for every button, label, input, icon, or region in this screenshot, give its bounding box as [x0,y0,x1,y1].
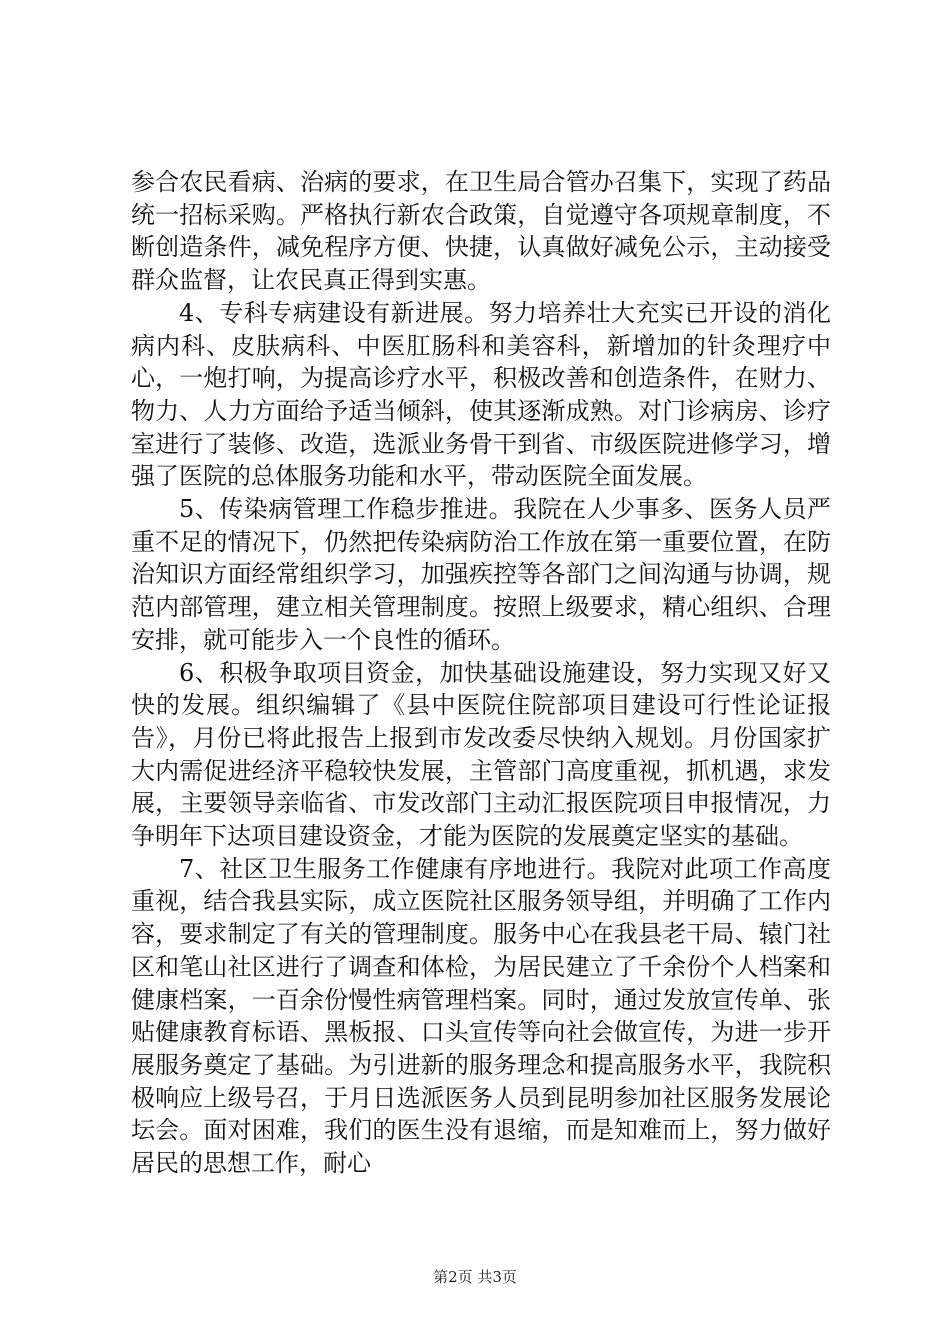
paragraph-3: 5、传染病管理工作稳步推进。我院在人少事多、医务人员严重不足的情况下，仍然把传染病防治工作放在第一重要位置，在防治知识方面经常组织学习，加强疾控等各部门之间沟通与协调，规范内部管理，建立相关管理制度。按照上级要求，精心组织、合理安排，就可能步入一个良性的循环。 [131,495,831,654]
document-body [131,166,831,1180]
paragraph-4: 6、积极争取项目资金，加快基础设施建设，努力实现又好又快的发展。组织编辑了《县中医院住院部项目建设可行性论证报告》，月份已将此报告上报到市发改委尽快纳入规划。月份国家扩大内需促进经济平稳较快发展，主管部门高度重视，抓机遇，求发展，主要领导亲临省、市发改部门主动汇报医院项目申报情况，力争明年下达项目建设资金，才能为医院的发展奠定坚实的基础。 [131,658,831,851]
paragraph-1: 参合农民看病、治病的要求，在卫生局合管办召集下，实现了药品统一招标采购。严格执行新农合政策，自觉遵守各项规章制度，不断创造条件，减免程序方便、快捷，认真做好减免公示，主动接受群众监督，让农民真正得到实惠。 [131,168,831,295]
paragraph-5: 7、社区卫生服务工作健康有序地进行。我院对此项工作高度重视，结合我县实际，成立医院社区服务领导组，并明确了工作内容，要求制定了有关的管理制度。服务中心在我县老干局、辕门社区和笔山社区进行了调查和体检，为居民建立了千余份个人档案和健康档案，一百余份慢性病管理档案。同时，通过发放宣传单、张贴健康教育标语、黑板报、口头宣传等向社会做宣传，为进一步开展服务奠定了基础。为引进新的服务理念和提高服务水平，我院积极响应上级号召，于月日选派医务人员到昆明参加社区服务发展论坛会。面对困难，我们的医生没有退缩，而是知难而上，努力做好居民的思想工作，耐心 [131,854,831,1178]
page-number-footer: 第2页 共3页 [433,1268,517,1286]
paragraph-2: 4、专科专病建设有新进展。努力培养壮大充实已开设的消化病内科、皮肤病科、中医肛肠科和美容科，新增加的针灸理疗中心，一炮打响，为提高诊疗水平，积极改善和创造条件，在财力、物力、人力方面给予适当倾斜，使其逐渐成熟。对门诊病房、诊疗室进行了装修、改造，选派业务骨干到省、市级医院进修学习，增强了医院的总体服务功能和水平，带动医院全面发展。 [131,298,831,491]
